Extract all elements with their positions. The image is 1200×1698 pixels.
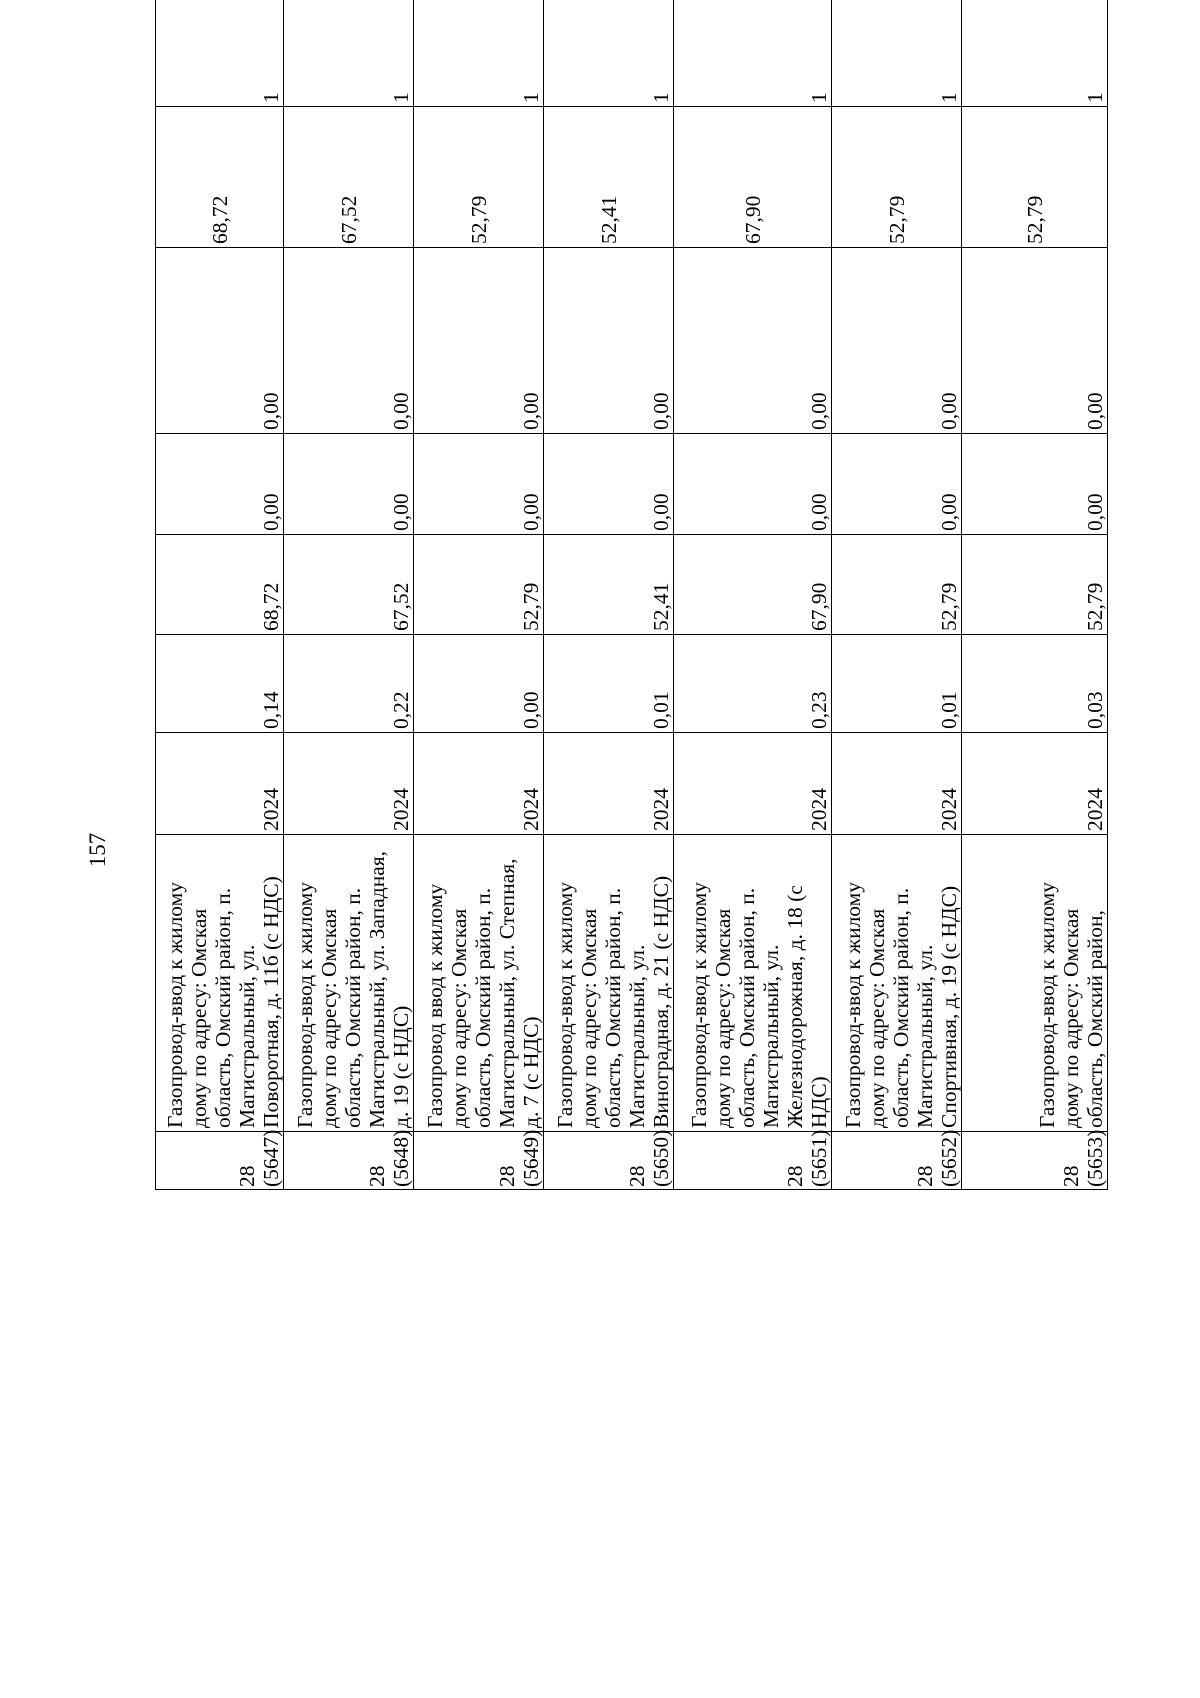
start-year-cell: 2024 <box>414 733 544 835</box>
zero-value-cell: 0,00 <box>156 434 284 535</box>
zero-value-cell: 0,00 <box>832 434 962 535</box>
table-row <box>284 0 414 1190</box>
cost-cell: 67,52 <box>284 535 414 635</box>
table-row <box>414 0 544 1190</box>
count-cell: 1 <box>156 0 284 107</box>
start-year-cell: 2024 <box>544 733 674 835</box>
total-cost-cell: 52,79 <box>832 107 962 248</box>
total-cost-cell: 52,79 <box>414 107 544 248</box>
total-cost-cell: 67,52 <box>284 107 414 248</box>
zero-value-cell: 0,00 <box>962 248 1108 434</box>
start-year-cell: 2024 <box>156 733 284 835</box>
length-cell: 0,00 <box>414 635 544 733</box>
count-cell: 1 <box>962 0 1108 107</box>
row-index-cell: 28 (5647) <box>156 1132 284 1190</box>
object-name-cell: Газопровод-ввод к жилому дому по адресу: Омская область, Омский район, п. Магистральный, ул. Виноградная, д. 21 (с НДС) <box>544 835 674 1132</box>
cost-cell: 52,41 <box>544 535 674 635</box>
total-cost-cell: 52,79 <box>962 107 1108 248</box>
cost-cell: 52,79 <box>832 535 962 635</box>
zero-value-cell: 0,00 <box>414 434 544 535</box>
table-row <box>832 0 962 1190</box>
table-row <box>156 0 284 1190</box>
zero-value-cell: 0,00 <box>962 434 1108 535</box>
object-name-cell: Газопровод-ввод к жилому дому по адресу: Омская область, Омский район, п. Магистральный, ул. Железнодорожная, д. 18 (с НДС) <box>674 835 832 1132</box>
row-index-cell: 28 (5648) <box>284 1132 414 1190</box>
gas-pipeline-table <box>155 0 1108 1190</box>
row-index-cell: 28 (5649) <box>414 1132 544 1190</box>
object-name-cell: Газопровод-ввод к жилому дому по адресу: Омская область, Омский район, <box>962 835 1108 1132</box>
row-index-cell: 28 (5650) <box>544 1132 674 1190</box>
zero-value-cell: 0,00 <box>414 248 544 434</box>
row-index-cell: 28 (5653) <box>962 1132 1108 1190</box>
table-row <box>674 0 832 1190</box>
start-year-cell: 2024 <box>832 733 962 835</box>
cost-cell: 52,79 <box>962 535 1108 635</box>
start-year-cell: 2024 <box>962 733 1108 835</box>
object-name-cell: Газопровод-ввод к жилому дому по адресу: Омская область, Омский район, п. Магистральный, ул. Поворотная, д. 11б (с НДС) <box>156 835 284 1132</box>
count-cell: 1 <box>544 0 674 107</box>
count-cell: 1 <box>832 0 962 107</box>
count-cell: 1 <box>284 0 414 107</box>
count-cell: 1 <box>414 0 544 107</box>
zero-value-cell: 0,00 <box>284 434 414 535</box>
object-name-cell: Газопровод-ввод к жилому дому по адресу: Омская область, Омский район, п. Магистральный, ул. Спортивная, д. 19 (с НДС) <box>832 835 962 1132</box>
cost-cell: 68,72 <box>156 535 284 635</box>
count-cell: 1 <box>674 0 832 107</box>
row-index-cell: 28 (5651) <box>674 1132 832 1190</box>
zero-value-cell: 0,00 <box>674 248 832 434</box>
object-name-cell: Газопровод ввод к жилому дому по адресу: Омская область, Омский район, п. Магистральный, ул. Степная, д. 7 (с НДС) <box>414 835 544 1132</box>
zero-value-cell: 0,00 <box>284 248 414 434</box>
zero-value-cell: 0,00 <box>156 248 284 434</box>
length-cell: 0,01 <box>832 635 962 733</box>
zero-value-cell: 0,00 <box>674 434 832 535</box>
cost-cell: 52,79 <box>414 535 544 635</box>
object-name-cell: Газопровод-ввод к жилому дому по адресу: Омская область, Омский район, п. Магистральный, ул. Западная, д. 19 (с НДС) <box>284 835 414 1132</box>
length-cell: 0,22 <box>284 635 414 733</box>
cost-cell: 67,90 <box>674 535 832 635</box>
zero-value-cell: 0,00 <box>832 248 962 434</box>
total-cost-cell: 52,41 <box>544 107 674 248</box>
table-row <box>962 0 1108 1190</box>
length-cell: 0,03 <box>962 635 1108 733</box>
row-index-cell: 28 (5652) <box>832 1132 962 1190</box>
start-year-cell: 2024 <box>674 733 832 835</box>
page-number: 157 <box>85 832 110 868</box>
length-cell: 0,14 <box>156 635 284 733</box>
length-cell: 0,01 <box>544 635 674 733</box>
zero-value-cell: 0,00 <box>544 434 674 535</box>
zero-value-cell: 0,00 <box>544 248 674 434</box>
table-row <box>544 0 674 1190</box>
rotated-table-container <box>155 85 1107 1190</box>
length-cell: 0,23 <box>674 635 832 733</box>
total-cost-cell: 67,90 <box>674 107 832 248</box>
total-cost-cell: 68,72 <box>156 107 284 248</box>
start-year-cell: 2024 <box>284 733 414 835</box>
